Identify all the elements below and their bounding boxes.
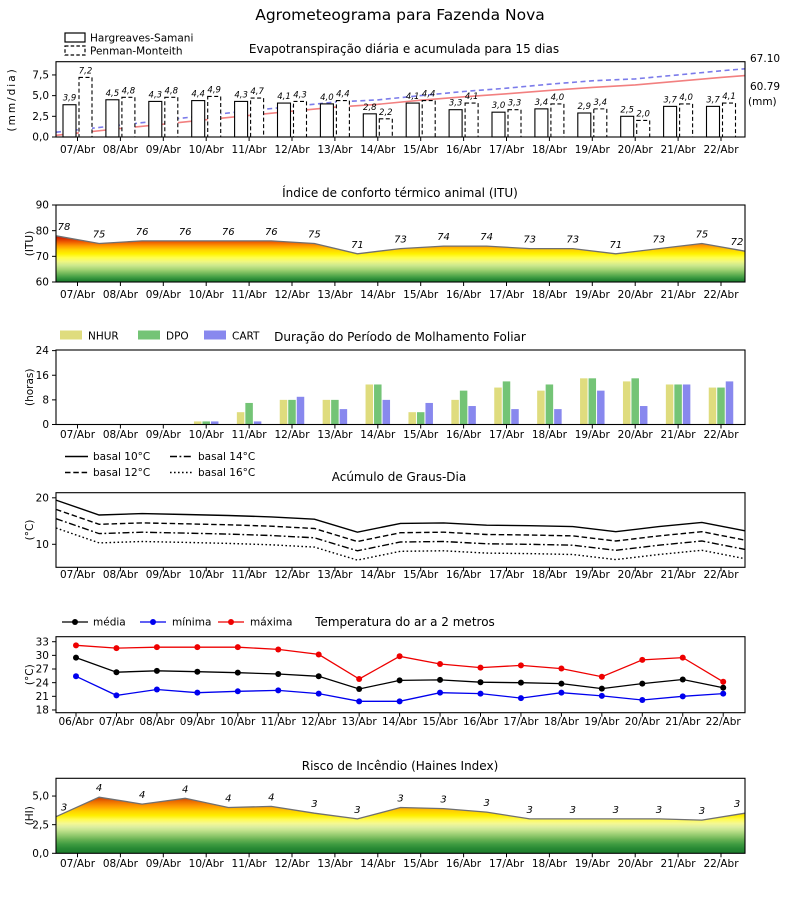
x-tick-label: 09/Abr	[179, 716, 215, 728]
x-tick-label: 17/Abr	[488, 429, 525, 441]
bar-label: 4,9	[207, 85, 221, 96]
x-tick-label: 21/Abr	[660, 429, 696, 441]
bar-label: 4,0	[320, 92, 334, 103]
x-tick-label: 09/Abr	[145, 429, 181, 441]
x-tick-label: 08/Abr	[102, 858, 138, 870]
y-tick-label: 5,0	[32, 90, 49, 103]
x-tick-label: 11/Abr	[260, 716, 296, 728]
bar-label: 2,0	[636, 109, 650, 120]
x-tick-label: 17/Abr	[488, 569, 525, 581]
chart-evapotranspiration	[6, 33, 780, 157]
x-tick-label: 12/Abr	[274, 429, 310, 441]
x-tick-label: 10/Abr	[220, 716, 256, 728]
bar-label: 4,4	[336, 89, 350, 100]
chart-air-temperature	[24, 615, 745, 728]
legend-label: DPO	[166, 330, 189, 343]
x-tick-label: 08/Abr	[139, 716, 175, 728]
x-tick-label: 12/Abr	[274, 289, 310, 301]
x-tick-label: 15/Abr	[403, 569, 439, 581]
point-label: 3	[354, 804, 361, 816]
bar-label: 3,4	[593, 97, 608, 108]
bar-label: 3,7	[663, 95, 677, 106]
x-tick-label: 17/Abr	[503, 716, 539, 728]
point-label: 71	[609, 239, 623, 251]
x-tick-label: 18/Abr	[531, 429, 567, 441]
x-tick-label: 15/Abr	[422, 716, 458, 728]
x-tick-label: 13/Abr	[341, 716, 377, 728]
x-tick-label: 20/Abr	[617, 858, 653, 870]
y-tick-label: 90	[35, 199, 49, 212]
x-tick-label: 10/Abr	[188, 569, 224, 581]
y-tick-label: 20	[35, 492, 49, 505]
eto-bar-labels	[63, 66, 736, 119]
bar-label: 4,3	[148, 90, 163, 101]
bar-label: 3,7	[706, 95, 720, 106]
x-tick-label: 19/Abr	[574, 569, 610, 581]
x-tick-label: 16/Abr	[446, 569, 482, 581]
point-label: 71	[351, 239, 364, 251]
chart-itu	[24, 185, 745, 301]
chart-evapotranspiration-legend	[65, 33, 193, 58]
point-label: 76	[221, 226, 235, 238]
x-tick-label: 16/Abr	[446, 858, 482, 870]
point-label: 74	[437, 232, 450, 244]
chart-leaf-wetness	[24, 330, 745, 441]
x-tick-label: 10/Abr	[188, 144, 224, 156]
x-tick-label: 10/Abr	[188, 289, 224, 301]
x-tick-label: 15/Abr	[403, 858, 439, 870]
chart-title: Duração do Período de Molhamento Foliar	[274, 330, 526, 344]
x-tick-label: 20/Abr	[617, 289, 653, 301]
legend-label: basal 10°C	[93, 451, 151, 463]
x-tick-label: 07/Abr	[59, 289, 96, 301]
x-tick-label: 12/Abr	[301, 716, 337, 728]
chart-title: Risco de Incêndio (Haines Index)	[301, 759, 499, 773]
x-tick-label: 21/Abr	[660, 569, 696, 581]
point-label: 3	[733, 799, 741, 811]
x-tick-label: 17/Abr	[488, 858, 525, 870]
chart-title: Índice de conforto térmico animal (ITU)	[282, 186, 518, 200]
x-tick-label: 19/Abr	[574, 289, 610, 301]
legend-label: mínima	[172, 616, 212, 629]
point-label: 4	[268, 792, 275, 804]
y-tick-label: 70	[35, 250, 49, 263]
x-tick-label: 13/Abr	[317, 429, 353, 441]
bar-label: 3,4	[534, 97, 549, 108]
x-tick-label: 22/Abr	[703, 429, 739, 441]
x-tick-label: 21/Abr	[665, 716, 701, 728]
point-label: 73	[566, 234, 580, 246]
x-tick-label: 12/Abr	[274, 569, 310, 581]
x-tick-label: 22/Abr	[703, 289, 739, 301]
x-tick-label: 14/Abr	[360, 144, 396, 156]
bar-label: 7,2	[78, 66, 93, 77]
x-tick-label: 18/Abr	[531, 289, 567, 301]
bar-label: 4,4	[421, 89, 436, 100]
y-axis-label: (ITU)	[24, 230, 36, 257]
legend-label: Hargreaves-Samani	[90, 32, 194, 45]
bar-label: 2,8	[363, 102, 377, 113]
x-tick-label: 11/Abr	[231, 429, 267, 441]
point-label: 4	[182, 784, 189, 796]
legend-label: máxima	[250, 616, 293, 629]
x-tick-label: 07/Abr	[59, 429, 96, 441]
x-tick-label: 12/Abr	[274, 858, 310, 870]
legend-label: basal 12°C	[93, 467, 151, 479]
x-tick-label: 13/Abr	[317, 289, 353, 301]
y-tick-label: 8	[42, 394, 49, 407]
point-label: 76	[178, 226, 192, 238]
x-tick-label: 10/Abr	[188, 858, 224, 870]
x-tick-label: 14/Abr	[360, 429, 396, 441]
x-tick-label: 09/Abr	[145, 144, 181, 156]
legend-label: NHUR	[88, 330, 119, 343]
x-tick-label: 18/Abr	[531, 858, 567, 870]
chart-air-temperature-axes	[24, 636, 745, 728]
y-tick-label: 24	[35, 345, 49, 358]
bar-label: 2,9	[577, 102, 592, 113]
x-tick-label: 09/Abr	[145, 289, 181, 301]
point-label: 78	[57, 221, 71, 233]
y-tick-label: 0,0	[32, 131, 49, 144]
point-label: 3	[311, 799, 318, 811]
x-tick-label: 06/Abr	[58, 716, 94, 728]
y-axis-label: (°C)	[24, 519, 36, 541]
x-tick-label: 22/Abr	[705, 716, 741, 728]
point-label: 3	[698, 806, 706, 818]
point-label: 3	[483, 798, 490, 810]
y-tick-label: 10	[35, 538, 49, 551]
x-tick-label: 19/Abr	[574, 144, 610, 156]
point-label: 3	[526, 804, 533, 816]
point-label: 76	[264, 226, 278, 238]
point-label: 75	[695, 229, 709, 241]
x-tick-label: 08/Abr	[102, 289, 138, 301]
point-label: 73	[652, 234, 666, 246]
x-tick-label: 09/Abr	[145, 858, 181, 870]
point-label: 73	[523, 234, 537, 246]
x-tick-label: 21/Abr	[660, 289, 696, 301]
hargreaves-total-label: 60.79	[750, 81, 781, 93]
chart-air-temperature-legend	[62, 617, 292, 629]
legend-label: Penman-Monteith	[90, 45, 183, 58]
x-tick-label: 15/Abr	[403, 289, 439, 301]
x-tick-label: 20/Abr	[624, 716, 660, 728]
point-label: 75	[92, 229, 106, 241]
x-tick-label: 07/Abr	[98, 716, 134, 728]
bar-label: 3,0	[491, 101, 506, 112]
chart-title: Temperatura do ar a 2 metros	[315, 615, 495, 629]
x-tick-label: 17/Abr	[488, 289, 525, 301]
y-axis-label: (mm/dia)	[6, 67, 18, 132]
legend-label: média	[93, 616, 126, 629]
point-label: 3	[655, 804, 663, 816]
point-label: 72	[730, 237, 744, 249]
bar-label: 4,3	[293, 90, 307, 101]
point-label: 76	[135, 226, 149, 238]
x-tick-label: 16/Abr	[446, 429, 482, 441]
y-tick-label: 18	[35, 704, 49, 717]
page-title: Agrometeograma para Fazenda Nova	[255, 6, 545, 24]
bar-label: 4,5	[105, 88, 120, 99]
chart-degree-days-legend	[65, 451, 255, 479]
bar-label: 2,5	[620, 105, 634, 116]
x-tick-label: 10/Abr	[188, 429, 224, 441]
x-tick-label: 16/Abr	[446, 289, 482, 301]
bar-label: 4,1	[464, 92, 479, 103]
bar-label: 3,3	[507, 98, 522, 109]
x-tick-label: 20/Abr	[617, 144, 653, 156]
wetness-bars	[194, 378, 733, 424]
x-tick-label: 22/Abr	[703, 858, 739, 870]
x-tick-label: 11/Abr	[231, 569, 267, 581]
eto-right-axis-labels	[748, 53, 780, 108]
x-tick-label: 19/Abr	[574, 858, 610, 870]
x-tick-label: 13/Abr	[317, 569, 353, 581]
y-tick-label: 21	[35, 690, 49, 703]
y-axis-label: (HI)	[24, 806, 36, 826]
point-label: 3	[440, 794, 447, 806]
x-tick-label: 07/Abr	[59, 858, 96, 870]
x-tick-label: 20/Abr	[617, 429, 653, 441]
x-tick-label: 21/Abr	[660, 144, 696, 156]
chart-fire-risk	[24, 759, 745, 870]
point-label: 3	[60, 802, 68, 814]
x-tick-label: 15/Abr	[403, 429, 439, 441]
penman-total-label: 67.10	[750, 53, 781, 65]
fire-risk-area	[56, 794, 745, 853]
bar-label: 4,1	[722, 92, 736, 103]
point-label: 3	[612, 804, 619, 816]
x-tick-label: 14/Abr	[382, 716, 418, 728]
bar-label: 4,0	[550, 92, 565, 103]
x-tick-label: 13/Abr	[317, 144, 353, 156]
y-tick-label: 24	[35, 677, 49, 690]
point-label: 75	[308, 229, 321, 241]
bar-label: 3,3	[448, 98, 463, 109]
x-tick-label: 19/Abr	[574, 429, 610, 441]
chart-leaf-wetness-legend	[60, 331, 260, 343]
temperature-series-média	[73, 655, 726, 692]
point-label: 74	[480, 232, 493, 244]
y-axis-label: (horas)	[24, 368, 36, 406]
bar-label: 4,1	[405, 92, 420, 103]
x-tick-label: 14/Abr	[360, 569, 396, 581]
y-tick-label: 2,5	[32, 819, 49, 832]
y-tick-label: 2,5	[32, 110, 49, 123]
point-label: 73	[394, 234, 407, 246]
legend-label: CART	[232, 330, 260, 343]
x-tick-label: 11/Abr	[231, 144, 267, 156]
x-tick-label: 18/Abr	[531, 144, 567, 156]
point-label: 4	[225, 793, 232, 805]
y-tick-label: 16	[35, 369, 49, 382]
x-tick-label: 15/Abr	[403, 144, 439, 156]
x-tick-label: 07/Abr	[59, 569, 96, 581]
y-tick-label: 0	[42, 419, 49, 432]
x-tick-label: 18/Abr	[531, 569, 567, 581]
x-tick-label: 08/Abr	[102, 144, 138, 156]
x-tick-label: 18/Abr	[543, 716, 579, 728]
x-tick-label: 08/Abr	[102, 429, 138, 441]
legend-label: basal 16°C	[198, 467, 256, 479]
x-tick-label: 17/Abr	[488, 144, 525, 156]
x-tick-label: 13/Abr	[317, 858, 353, 870]
bar-label: 4,8	[164, 86, 179, 97]
x-tick-label: 11/Abr	[231, 858, 267, 870]
chart-title: Evapotranspiração diária e acumulada para 15 dias	[248, 42, 560, 56]
point-label: 4	[138, 790, 146, 802]
y-tick-label: 0,0	[32, 847, 49, 860]
bar-label: 4,7	[250, 87, 264, 98]
point-label: 3	[569, 804, 576, 816]
x-tick-label: 19/Abr	[584, 716, 620, 728]
y-tick-label: 80	[35, 225, 49, 238]
degree-days-line-basal10C	[56, 500, 745, 532]
x-tick-label: 12/Abr	[274, 144, 310, 156]
bar-label: 4,4	[191, 89, 205, 100]
bar-label: 2,2	[379, 107, 393, 118]
legend-label: basal 14°C	[198, 451, 256, 463]
x-tick-label: 14/Abr	[360, 289, 396, 301]
y-axis-label: (°C)	[24, 664, 36, 686]
x-tick-label: 20/Abr	[617, 569, 653, 581]
x-tick-label: 16/Abr	[446, 144, 482, 156]
x-tick-label: 16/Abr	[462, 716, 499, 728]
y-tick-label: 27	[35, 663, 49, 676]
x-tick-label: 14/Abr	[360, 858, 396, 870]
bar-label: 4,3	[234, 90, 248, 101]
y-tick-label: 5,0	[32, 790, 49, 803]
y-tick-label: 7,5	[32, 69, 49, 82]
x-tick-label: 08/Abr	[102, 569, 138, 581]
y-tick-label: 30	[35, 649, 49, 662]
x-tick-label: 21/Abr	[660, 858, 696, 870]
chart-degree-days-axes	[24, 492, 745, 581]
x-tick-label: 22/Abr	[703, 144, 739, 156]
point-label: 4	[95, 783, 103, 795]
x-tick-label: 09/Abr	[145, 569, 181, 581]
chart-degree-days	[24, 451, 745, 581]
right-axis-unit: (mm)	[748, 96, 777, 108]
bar-label: 4,1	[277, 92, 291, 103]
point-label: 3	[397, 793, 404, 805]
y-tick-label: 33	[35, 636, 49, 649]
chart-title: Acúmulo de Graus-Dia	[331, 470, 467, 484]
x-tick-label: 22/Abr	[703, 569, 739, 581]
bar-label: 4,0	[679, 92, 693, 103]
bar-label: 3,9	[62, 93, 77, 104]
x-tick-label: 11/Abr	[231, 289, 267, 301]
y-tick-label: 60	[35, 276, 49, 289]
bar-label: 4,8	[121, 86, 136, 97]
x-tick-label: 07/Abr	[59, 144, 96, 156]
